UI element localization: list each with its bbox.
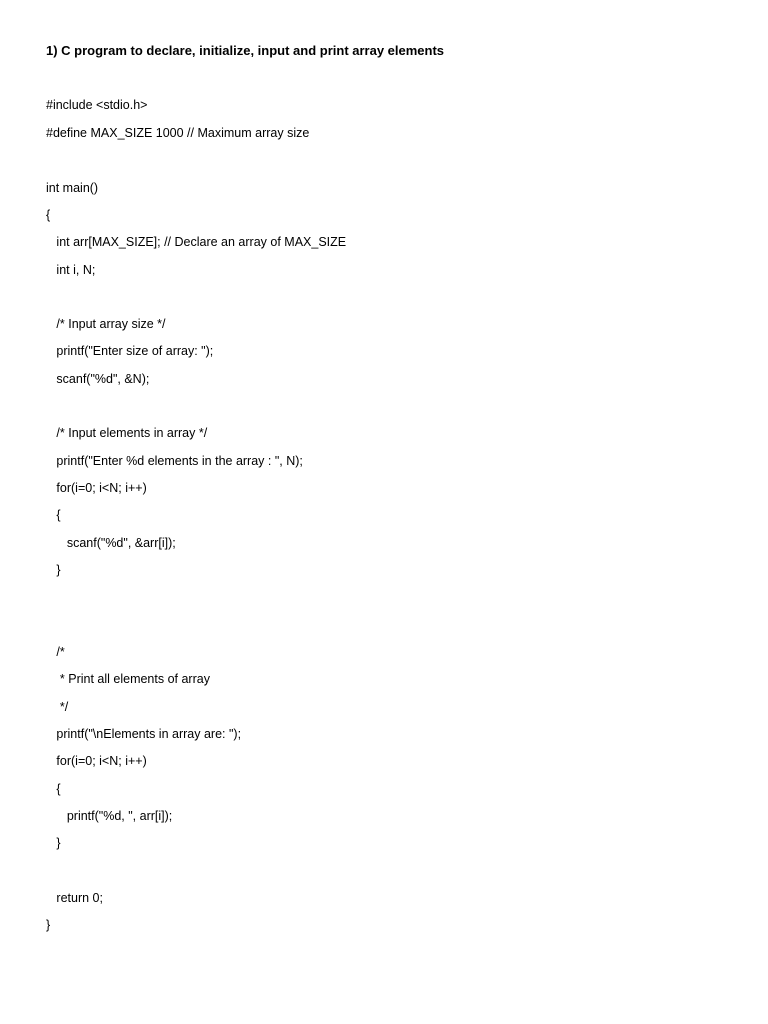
code-line: * Print all elements of array: [46, 672, 210, 686]
code-line: #define MAX_SIZE 1000 // Maximum array size: [46, 126, 310, 140]
code-line: {: [46, 208, 51, 222]
code-line: #include <stdio.h>: [46, 98, 148, 112]
code-line: /* Input array size */: [46, 317, 166, 331]
code-line: /*: [46, 645, 65, 659]
code-line: {: [46, 782, 61, 796]
code-line: }: [46, 836, 61, 850]
document-title: 1) C program to declare, initialize, input and print array elements: [46, 43, 445, 58]
code-line: printf("Enter %d elements in the array : ", N);: [46, 454, 303, 468]
code-line: scanf("%d", &N);: [46, 372, 150, 386]
code-line: return 0;: [46, 891, 103, 905]
code-line: for(i=0; i<N; i++): [46, 754, 147, 768]
code-line: int i, N;: [46, 263, 96, 277]
code-line: }: [46, 563, 61, 577]
code-line: int arr[MAX_SIZE]; // Declare an array of MAX_SIZE: [46, 235, 347, 249]
code-line: for(i=0; i<N; i++): [46, 481, 147, 495]
code-line: printf("%d, ", arr[i]);: [46, 809, 173, 823]
code-line: */: [46, 700, 69, 714]
code-line: /* Input elements in array */: [46, 426, 208, 440]
code-line: printf("\nElements in array are: ");: [46, 727, 242, 741]
code-line: }: [46, 918, 51, 932]
code-line: scanf("%d", &arr[i]);: [46, 536, 176, 550]
code-line: printf("Enter size of array: ");: [46, 344, 214, 358]
code-line: {: [46, 508, 61, 522]
code-line: int main(): [46, 181, 99, 195]
